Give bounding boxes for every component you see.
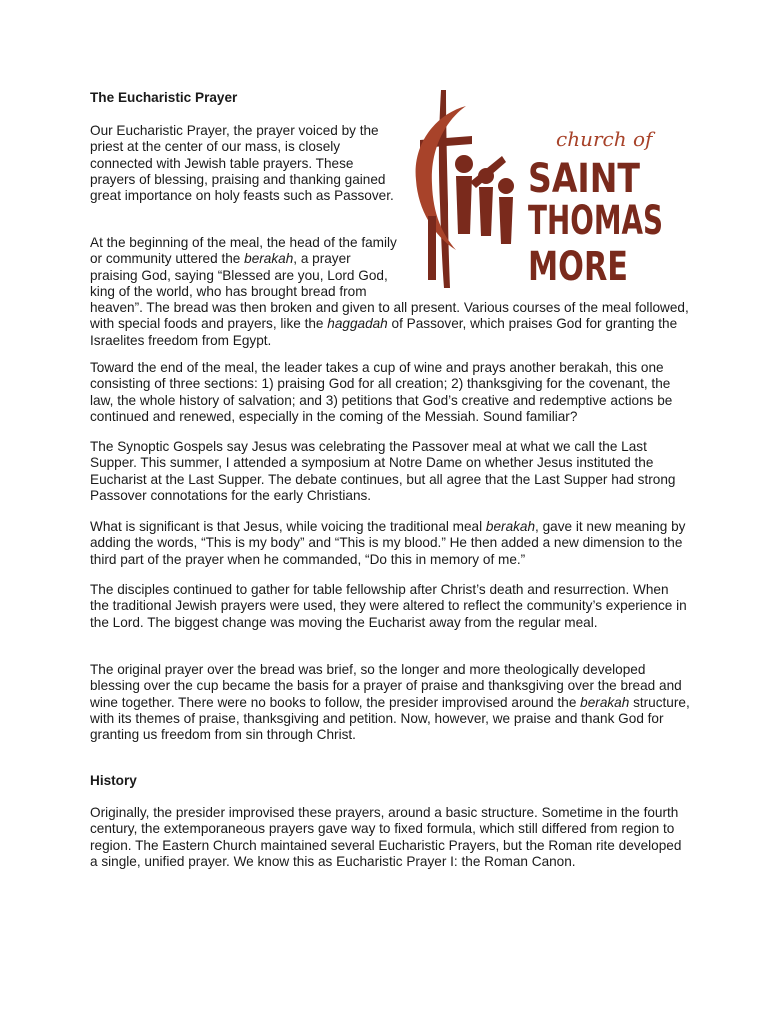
section-heading-eucharistic-prayer: The Eucharistic Prayer [90, 90, 238, 105]
paragraph-6: The disciples continued to gather for table fellowship after Christ’s death and resurrection. When the traditional Jewish prayers were used, they were altered to reflect the community’s experience in the Lord. The biggest change was moving the Eucharist away from the regular meal. [90, 582, 687, 630]
figure-body-2 [479, 187, 493, 236]
figure-body-1 [456, 176, 472, 234]
paragraph-2-text-c: , a prayer praising God, saying “Blessed are you, Lord God, king of the world, who has brought bread from heaven”. The bread was then broken and given to all present. Various courses of the meal followed, with special foods and prayers, like the [90, 251, 689, 332]
paragraph-4: The Synoptic Gospels say Jesus was celebrating the Passover meal at what we call the Last Supper. This summer, I attended a symposium at Notre Dame on whether Jesus instituted the Eucharist at the Last Supper. The debate continues, but all agree that the Last Supper had strong Passover connotations for the early Christians. [90, 439, 676, 503]
paragraph-5-text-a: What is significant is that Jesus, while voicing the traditional meal [90, 519, 486, 534]
section-heading-history: History [90, 773, 137, 788]
paragraph-3: Toward the end of the meal, the leader takes a cup of wine and prays another berakah, this one consisting of three sections: 1) praising God for all creation; 2) thanksgiving for the covenant, the law, the whole history of salvation; and 3) petitions that God’s creative and redemptive actions be continued and renewed, especially in the coming of the Messiah. Sound familiar? [90, 360, 673, 424]
logo-text-more: MORE [528, 244, 628, 290]
paragraph-2-term-haggadah: haggadah [327, 316, 388, 332]
paragraph-2-text-e: of Passover, which praises God for granting the Israelites freedom from Egypt. [90, 316, 678, 348]
paragraph-7-text-c: structure, with its themes of praise, thanksgiving and petition. Now, however, we praise and thank God for granting us freedom from sin through Christ. [90, 694, 690, 743]
paragraph-2-text-a: At the beginning of the meal, the head of the family or community uttered the [90, 235, 397, 267]
figure-head-3 [498, 178, 514, 194]
paragraph-2-term-berakah: berakah [244, 251, 294, 267]
paragraph-5 [90, 519, 690, 568]
paragraph-2 [90, 235, 690, 349]
logo-text-wrap-spacer [398, 235, 690, 299]
paragraph-8: Originally, the presider improvised these prayers, around a basic structure. Sometime in the fourth century, the extemporaneous prayers gave way to fixed formula, which still differed from region to region. The Eastern Church maintained several Eucharistic Prayers, but the Roman rite developed a single, unified prayer. We know this as Eucharistic Prayer I: the Roman Canon. [90, 805, 682, 869]
logo-text-thomas: THOMAS [528, 198, 663, 244]
paragraph-5-text-c: , gave it new meaning by adding the words, “This is my body” and “This is my blood.” He then added a new dimension to the third part of the prayer when he commanded, “Do this in memory of me.” [90, 519, 686, 567]
paragraph-1: Our Eucharistic Prayer, the prayer voiced by the priest at the center of our mass, is closely connected with Jewish table prayers. These prayers of blessing, praising and thanking gained great importance on holy feasts such as Passover. [90, 123, 394, 204]
logo-text-saint: SAINT [528, 156, 641, 202]
figure-head-1 [455, 155, 473, 173]
paragraph-7-text-a: The original prayer over the bread was brief, so the longer and more theologically developed blessing over the cup became the basis for a prayer of praise and thanksgiving over the bread and wine together. There were no books to follow, the presider improvised around the [90, 662, 682, 710]
paragraph-5-term-berakah: berakah [485, 519, 536, 534]
paragraph-7 [90, 662, 690, 743]
paragraph-7-term-berakah: berakah [580, 694, 630, 710]
logo-text-church-of: church of [556, 127, 653, 151]
